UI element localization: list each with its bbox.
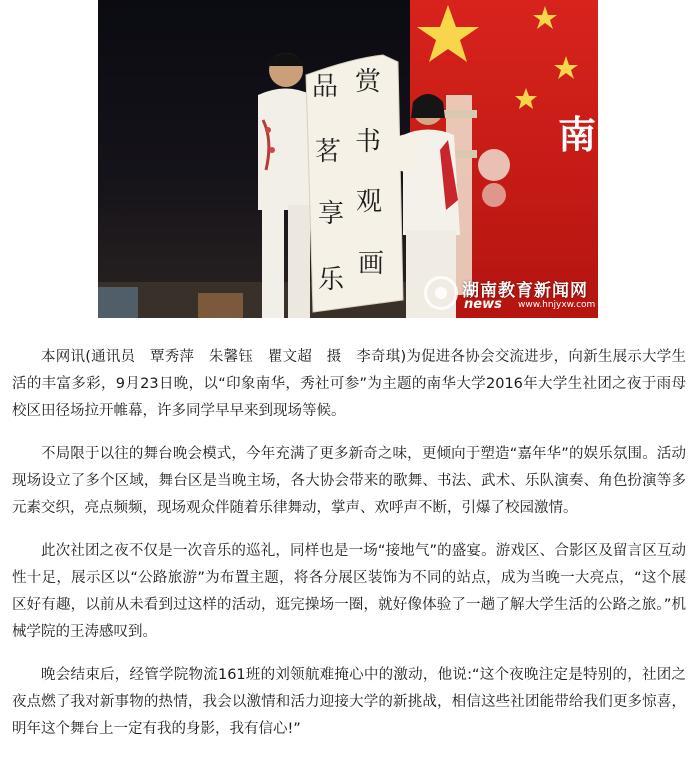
watermark-url: www.hnjyxw.com	[518, 300, 596, 310]
scroll-glyph: 画	[358, 249, 385, 279]
watermark-title: 湖南教育新闻网	[462, 281, 588, 301]
scroll-glyph: 茗	[315, 137, 342, 167]
article-paragraph: 此次社团之夜不仅是一次音乐的巡礼，同样也是一场“接地气”的盛宴。游戏区、合影区及留言区互动性十足，展示区以“公路旅游”为布置主题，将各分展区装饰为不同的站点，成为当晚一大亮点，“这个展区好有趣，以前从未看到过这样的活动，逛完操场一圈，就好像体验了一趟了解大学生活的公路之旅。”机械学院的王涛感叹到。	[12, 543, 686, 640]
sign-char: 南	[558, 113, 597, 157]
scroll-glyph: 品	[312, 72, 339, 102]
photo-scene	[98, 0, 598, 318]
news-photo	[98, 0, 598, 318]
article-body	[12, 344, 686, 759]
scroll-glyph: 书	[355, 127, 382, 157]
scroll-glyph: 乐	[318, 265, 345, 295]
article-paragraph: 本网讯(通讯员 覃秀萍 朱馨钰 瞿文超 摄 李奇琪)为促进各协会交流进步，向新生展示大学生活的丰富多彩，9月23日晚，以“印象南华，秀社可参”为主题的南华大学2016年大学生社团之夜于雨母校区田径场拉开帷幕，许多同学早早来到现场等候。	[12, 349, 686, 419]
article-paragraph: 晚会结束后，经管学院物流161班的刘领航难掩心中的激动，他说:“这个夜晚注定是特别的，社团之夜点燃了我对新事物的热情，我会以激情和活力迎接大学的新挑战，相信这些社团能带给我们更多惊喜，明年这个舞台上一定有我的身影，我有信心!”	[12, 667, 686, 737]
scroll-glyph: 观	[356, 187, 383, 217]
watermark-logo-icon	[424, 276, 458, 310]
watermark-news: news	[464, 297, 502, 312]
scroll-glyph: 享	[318, 199, 345, 229]
scroll-glyph: 赏	[355, 67, 382, 97]
article-paragraph: 不局限于以往的舞台晚会模式，今年充满了更多新奇之味，更倾向于塑造“嘉年华”的娱乐氛围。活动现场设立了多个区域，舞台区是当晚主场，各大协会带来的歌舞、书法、武术、乐队演奏、角色扮演等多元素交织，亮点频频，现场观众伴随着乐律舞动，掌声、欢呼声不断，引爆了校园激情。	[12, 446, 686, 516]
